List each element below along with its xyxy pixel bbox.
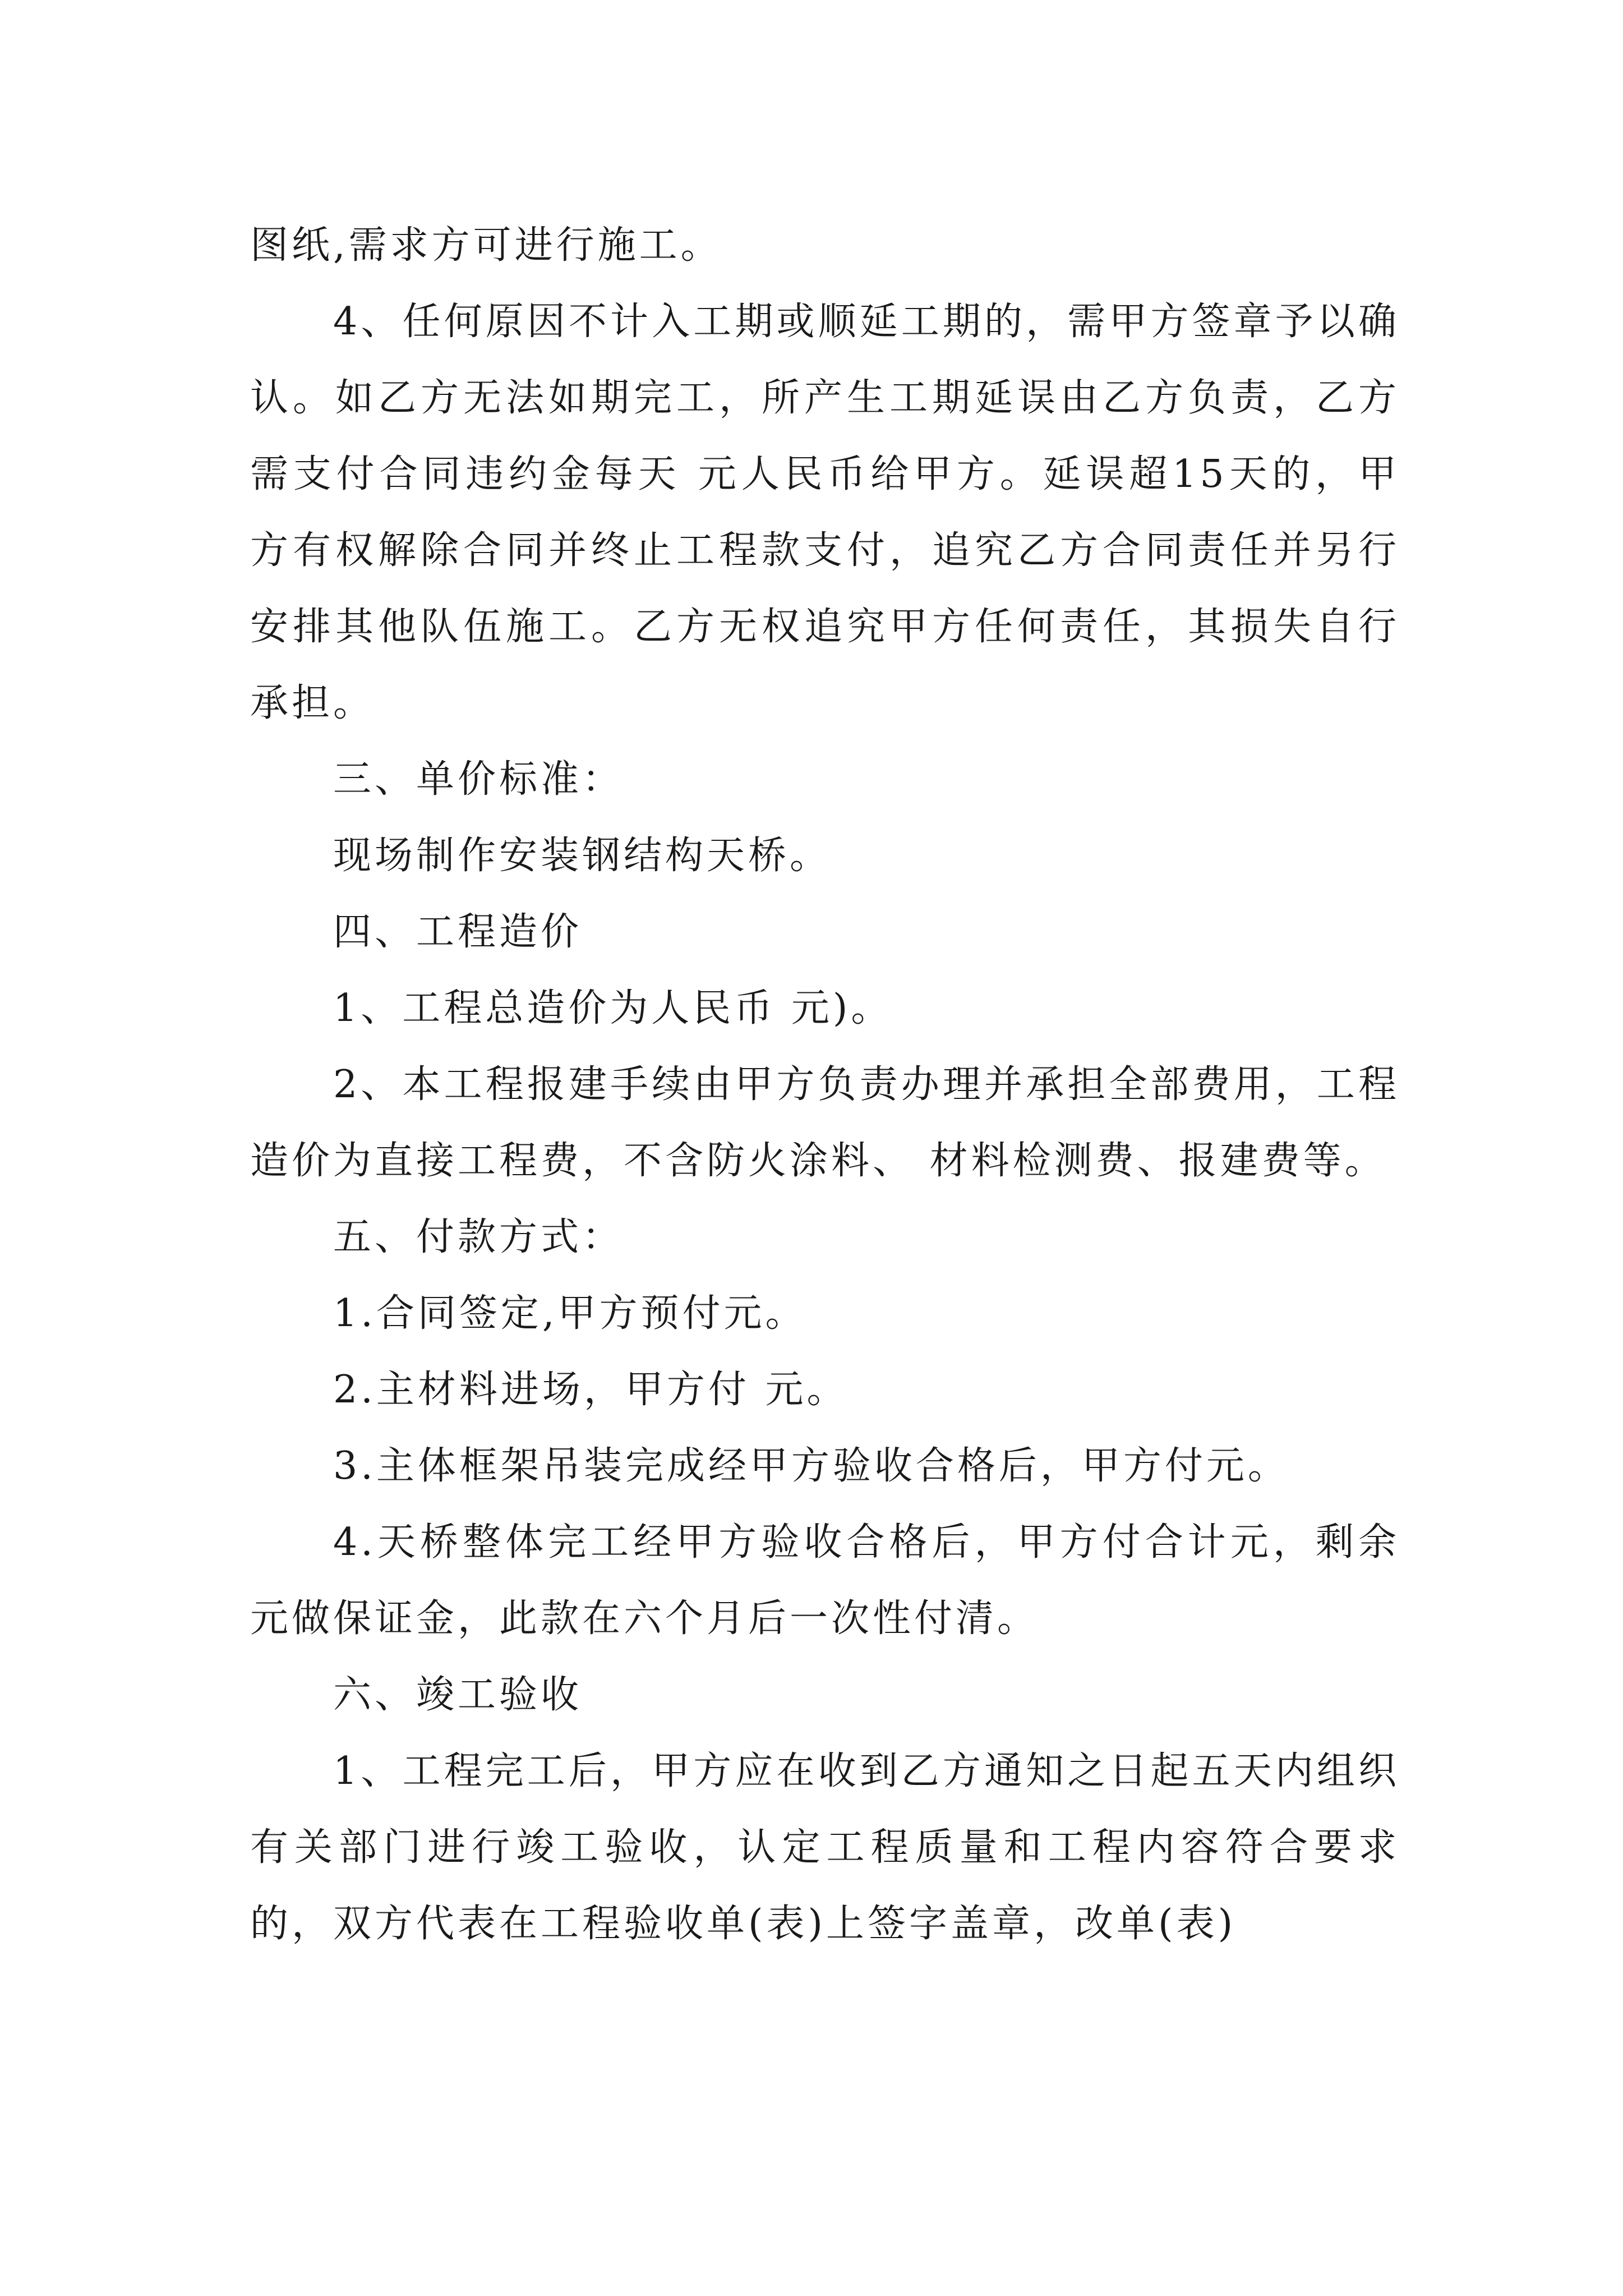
- paragraph-acceptance-1: 1、工程完工后，甲方应在收到乙方通知之日起五天内组织有关部门进行竣工验收，认定工程质量和工程内容符合要求的，双方代表在工程验收单(表)上签字盖章，改单(表): [250, 1749, 1400, 1946]
- paragraph-payment-2: 2.主材料进场，甲方付 元。: [333, 1368, 849, 1412]
- section-heading-acceptance: 六、竣工验收: [333, 1673, 583, 1717]
- paragraph-continuation: 图纸,需求方可进行施工。: [250, 223, 722, 268]
- document-body: [250, 208, 1400, 1962]
- section-heading-payment: 五、付款方式：: [333, 1215, 624, 1259]
- section-heading-unit-price: 三、单价标准：: [333, 757, 624, 802]
- paragraph-payment-3: 3.主体框架吊装完成经甲方验收合格后，甲方付元。: [333, 1444, 1289, 1488]
- paragraph-payment-1: 1.合同签定,甲方预付元。: [333, 1291, 807, 1336]
- paragraph-unit-price-item: 现场制作安装钢结构天桥。: [333, 834, 832, 878]
- section-heading-project-cost: 四、工程造价: [333, 910, 583, 954]
- paragraph-permit-fees: 2、本工程报建手续由甲方负责办理并承担全部费用，工程造价为直接工程费，不含防火涂料、 材料检测费、报建费等。: [250, 1062, 1400, 1183]
- paragraph-total-cost: 1、工程总造价为人民币 元)。: [333, 986, 893, 1030]
- paragraph-delay-clause: 4、任何原因不计入工期或顺延工期的，需甲方签章予以确认。如乙方无法如期完工，所产生工期延误由乙方负责，乙方需支付合同违约金每天 元人民币给甲方。延误超15天的，甲方有权解除合同并终止工程款支付，追究乙方合同责任并另行安排其他队伍施工。乙方无权追究甲方任何责任，其损失自行承担。: [250, 300, 1400, 725]
- paragraph-payment-4: 4.天桥整体完工经甲方验收合格后，甲方付合计元，剩余元做保证金，此款在六个月后一次性付清。: [250, 1520, 1400, 1641]
